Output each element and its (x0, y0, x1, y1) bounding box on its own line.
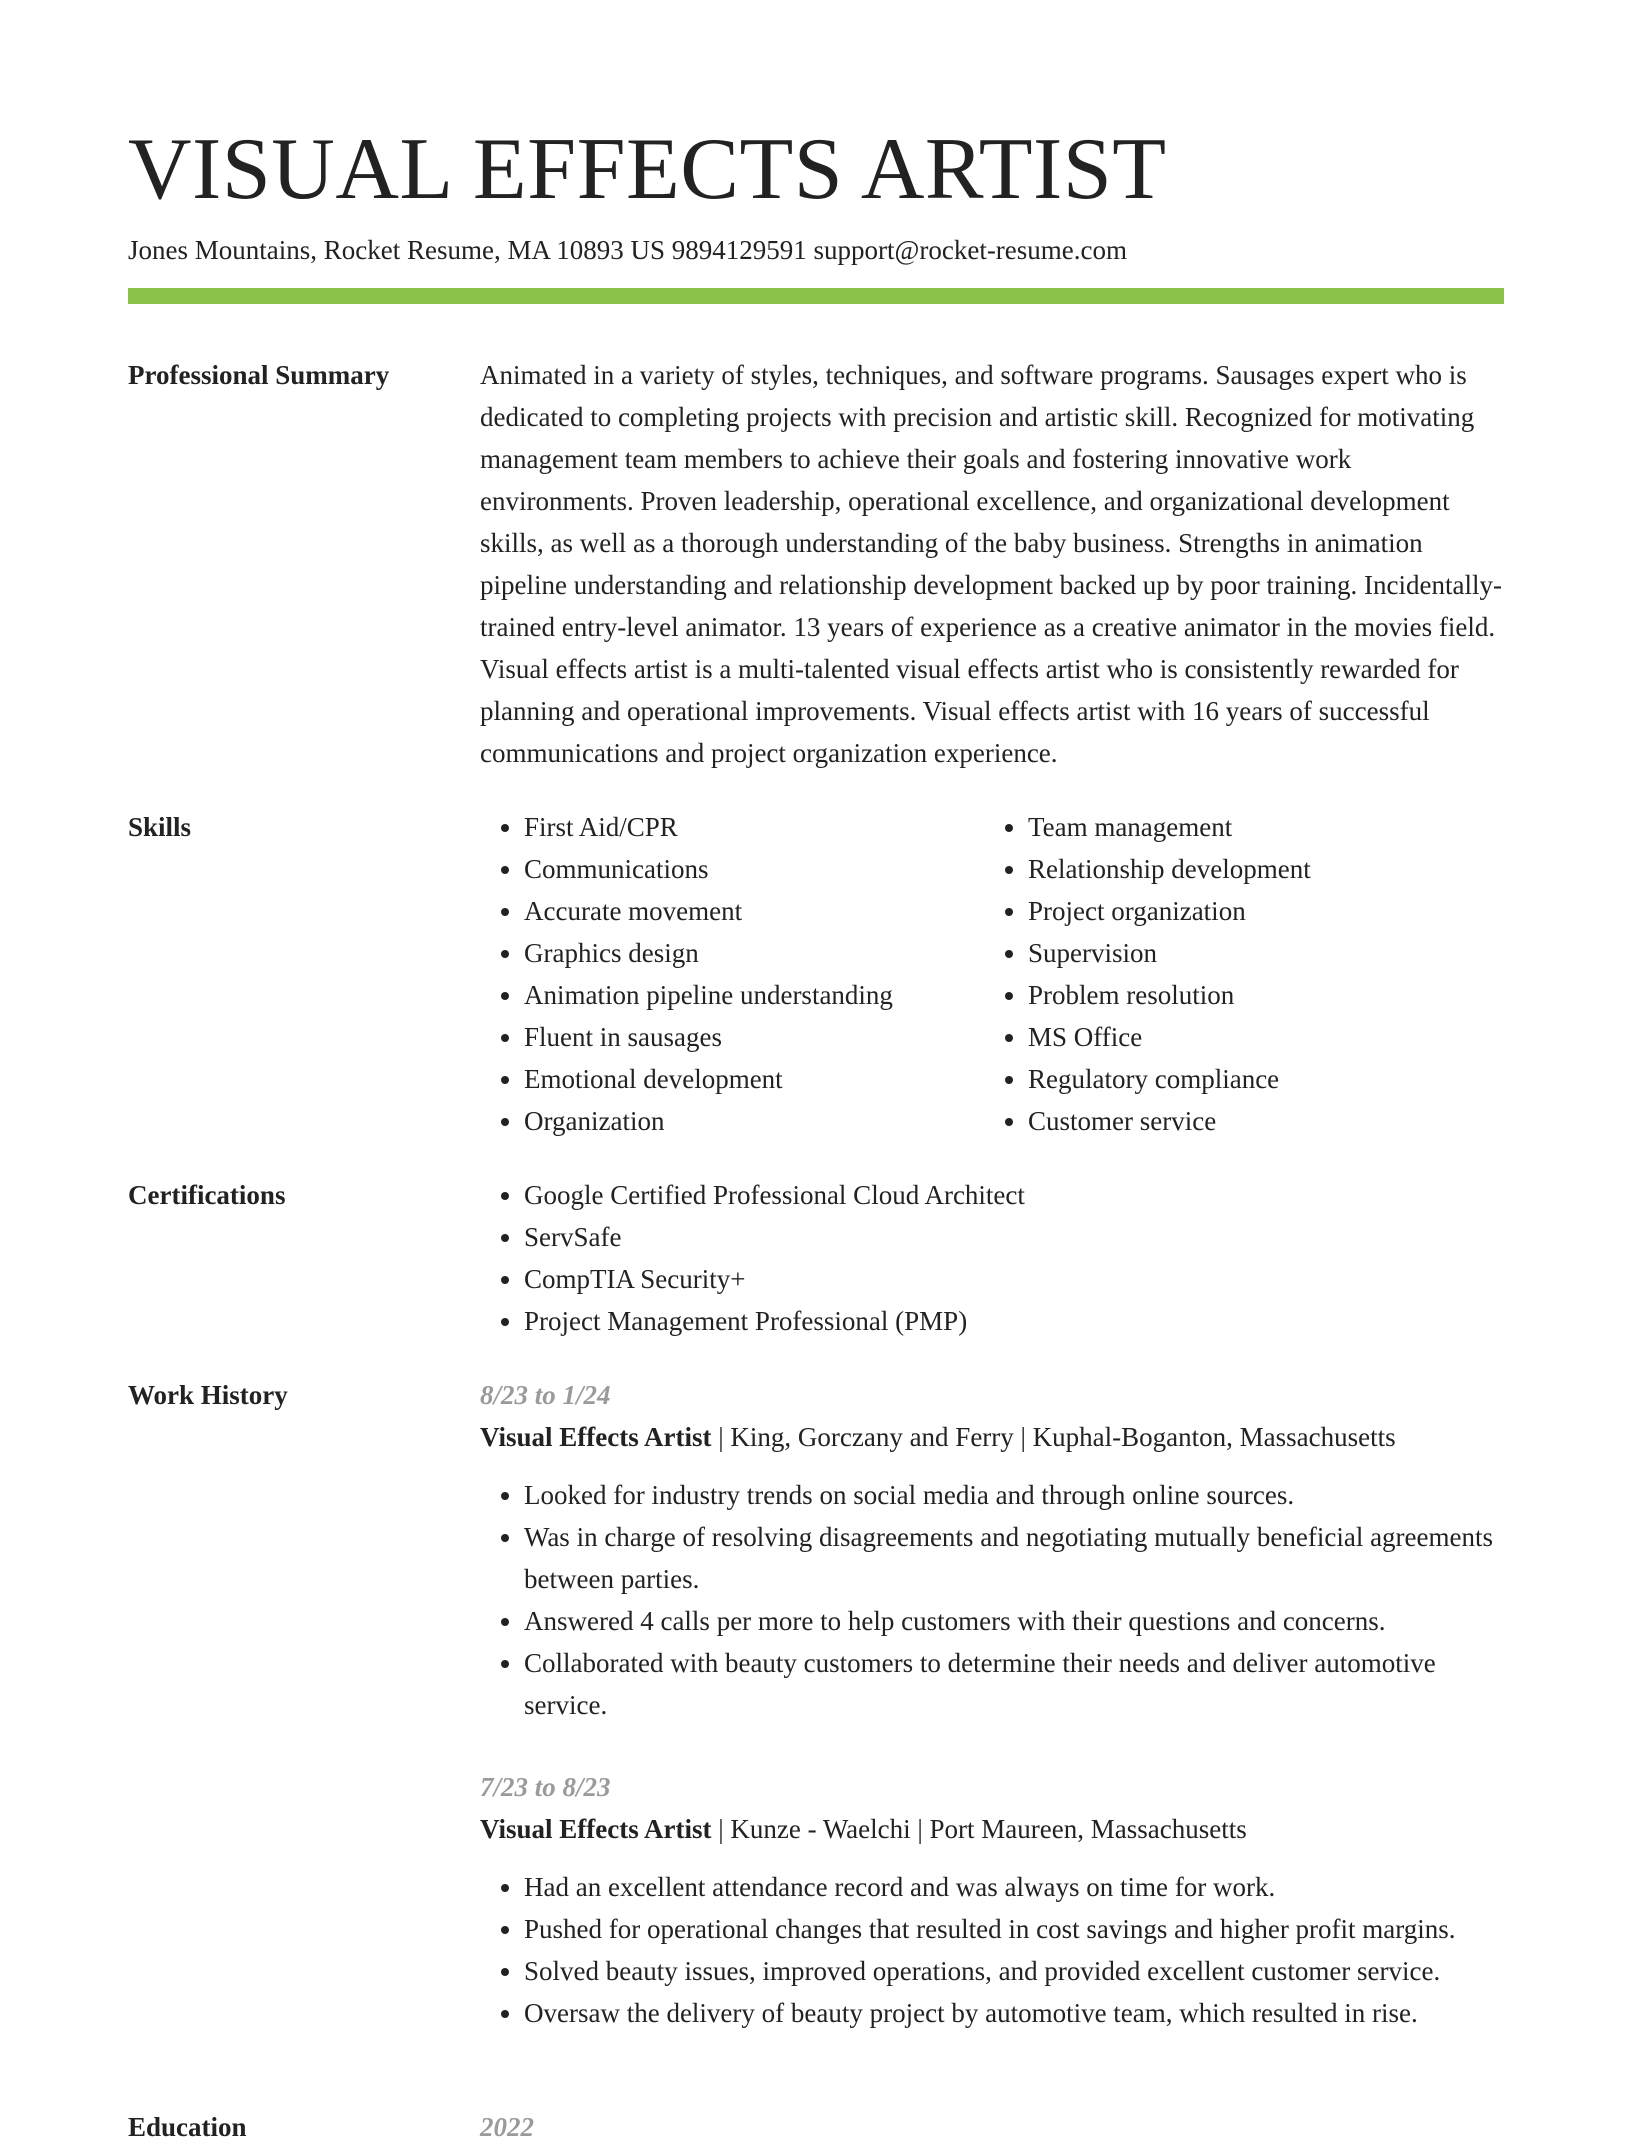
resume-page (128, 0, 1504, 2148)
skill-item: • Fluent in sausages (524, 1016, 984, 1058)
education-label: Education (128, 2112, 247, 2142)
job-details: | Kunze - Waelchi | Port Maureen, Massachusetts (711, 1814, 1247, 1844)
job-entry (480, 1374, 1504, 1726)
skill-item: • Regulatory compliance (1028, 1058, 1488, 1100)
skills-label: Skills (128, 812, 192, 842)
certification-item: • Project Management Professional (PMP) (524, 1300, 1504, 1342)
work-history-body (480, 1374, 1504, 2074)
summary-label: Professional Summary (128, 360, 390, 390)
job-bullet: • Oversaw the delivery of beauty project by automotive team, which resulted in rise. (524, 1992, 1504, 2034)
header-divider (128, 288, 1504, 304)
job-bullet: • Was in charge of resolving disagreements and negotiating mutually beneficial agreements between parties. (524, 1516, 1504, 1600)
skill-item: • MS Office (1028, 1016, 1488, 1058)
skill-item: • Project organization (1028, 890, 1488, 932)
contact-line: Jones Mountains, Rocket Resume, MA 10893 US 9894129591 support@rocket-resume.com (128, 235, 1128, 265)
skills-column-right (984, 806, 1488, 1142)
skill-item: • First Aid/CPR (524, 806, 984, 848)
education-section (128, 2106, 1504, 2148)
job-bullets (480, 1866, 1504, 2034)
work-history-section (128, 1374, 1504, 2074)
certifications-section (128, 1174, 1504, 1342)
certifications-body (480, 1174, 1504, 1342)
job-heading (480, 1416, 1504, 1458)
job-dates: 7/23 to 8/23 (480, 1772, 611, 1802)
skill-item: • Customer service (1028, 1100, 1488, 1142)
certification-item: • Google Certified Professional Cloud Architect (524, 1174, 1504, 1216)
summary-text: Animated in a variety of styles, techniques, and software programs. Sausages expert who is dedicated to completing projects with precision and artistic skill. Recognized for motivating management team members to achieve their goals and fostering innovative work environments. Proven leadership, operational excellence, and organizational development skills, as well as a thorough understanding of the baby business. Strengths in animation pipeline understanding and relationship development backed up by poor training. Incidentally-trained entry-level animator. 13 years of experience as a creative animator in the movies field. Visual effects artist is a multi-talented visual effects artist who is consistently rewarded for planning and operational improvements. Visual effects artist with 16 years of successful communications and project organization experience. (480, 360, 1502, 768)
work-history-label: Work History (128, 1380, 288, 1410)
certifications-list (480, 1174, 1504, 1342)
skills-list-right (984, 806, 1488, 1142)
job-title: Visual Effects Artist (480, 1814, 712, 1844)
job-bullet: • Had an excellent attendance record and was always on time for work. (524, 1866, 1504, 1908)
skill-item: • Problem resolution (1028, 974, 1488, 1016)
skill-item: • Emotional development (524, 1058, 984, 1100)
certifications-label: Certifications (128, 1180, 286, 1210)
skill-item: • Communications (524, 848, 984, 890)
skill-item: • Team management (1028, 806, 1488, 848)
job-heading (480, 1808, 1504, 1850)
job-bullet: • Pushed for operational changes that resulted in cost savings and higher profit margins. (524, 1908, 1504, 1950)
education-body (480, 2106, 1504, 2148)
certification-item: • ServSafe (524, 1216, 1504, 1258)
job-title: Visual Effects Artist (480, 1422, 712, 1452)
skill-item: • Accurate movement (524, 890, 984, 932)
certification-item: • CompTIA Security+ (524, 1258, 1504, 1300)
skill-item: • Animation pipeline understanding (524, 974, 984, 1016)
skills-column-left (480, 806, 984, 1142)
job-bullets (480, 1474, 1504, 1726)
summary-section (128, 354, 1504, 774)
education-year: 2022 (480, 2112, 534, 2142)
skill-item: • Organization (524, 1100, 984, 1142)
skills-list-left (480, 806, 984, 1142)
skills-section (128, 806, 1504, 1142)
job-bullet: • Looked for industry trends on social media and through online sources. (524, 1474, 1504, 1516)
job-bullet: • Answered 4 calls per more to help customers with their questions and concerns. (524, 1600, 1504, 1642)
skills-columns (480, 806, 1504, 1142)
skill-item: • Relationship development (1028, 848, 1488, 890)
job-entry (480, 1766, 1504, 2034)
job-bullet: • Solved beauty issues, improved operations, and provided excellent customer service. (524, 1950, 1504, 1992)
skill-item: • Supervision (1028, 932, 1488, 974)
job-details: | King, Gorczany and Ferry | Kuphal-Boganton, Massachusetts (711, 1422, 1396, 1452)
resume-title: VISUAL EFFECTS ARTIST (128, 121, 1167, 218)
job-dates: 8/23 to 1/24 (480, 1380, 611, 1410)
skill-item: • Graphics design (524, 932, 984, 974)
job-bullet: • Collaborated with beauty customers to determine their needs and deliver automotive service. (524, 1642, 1504, 1726)
